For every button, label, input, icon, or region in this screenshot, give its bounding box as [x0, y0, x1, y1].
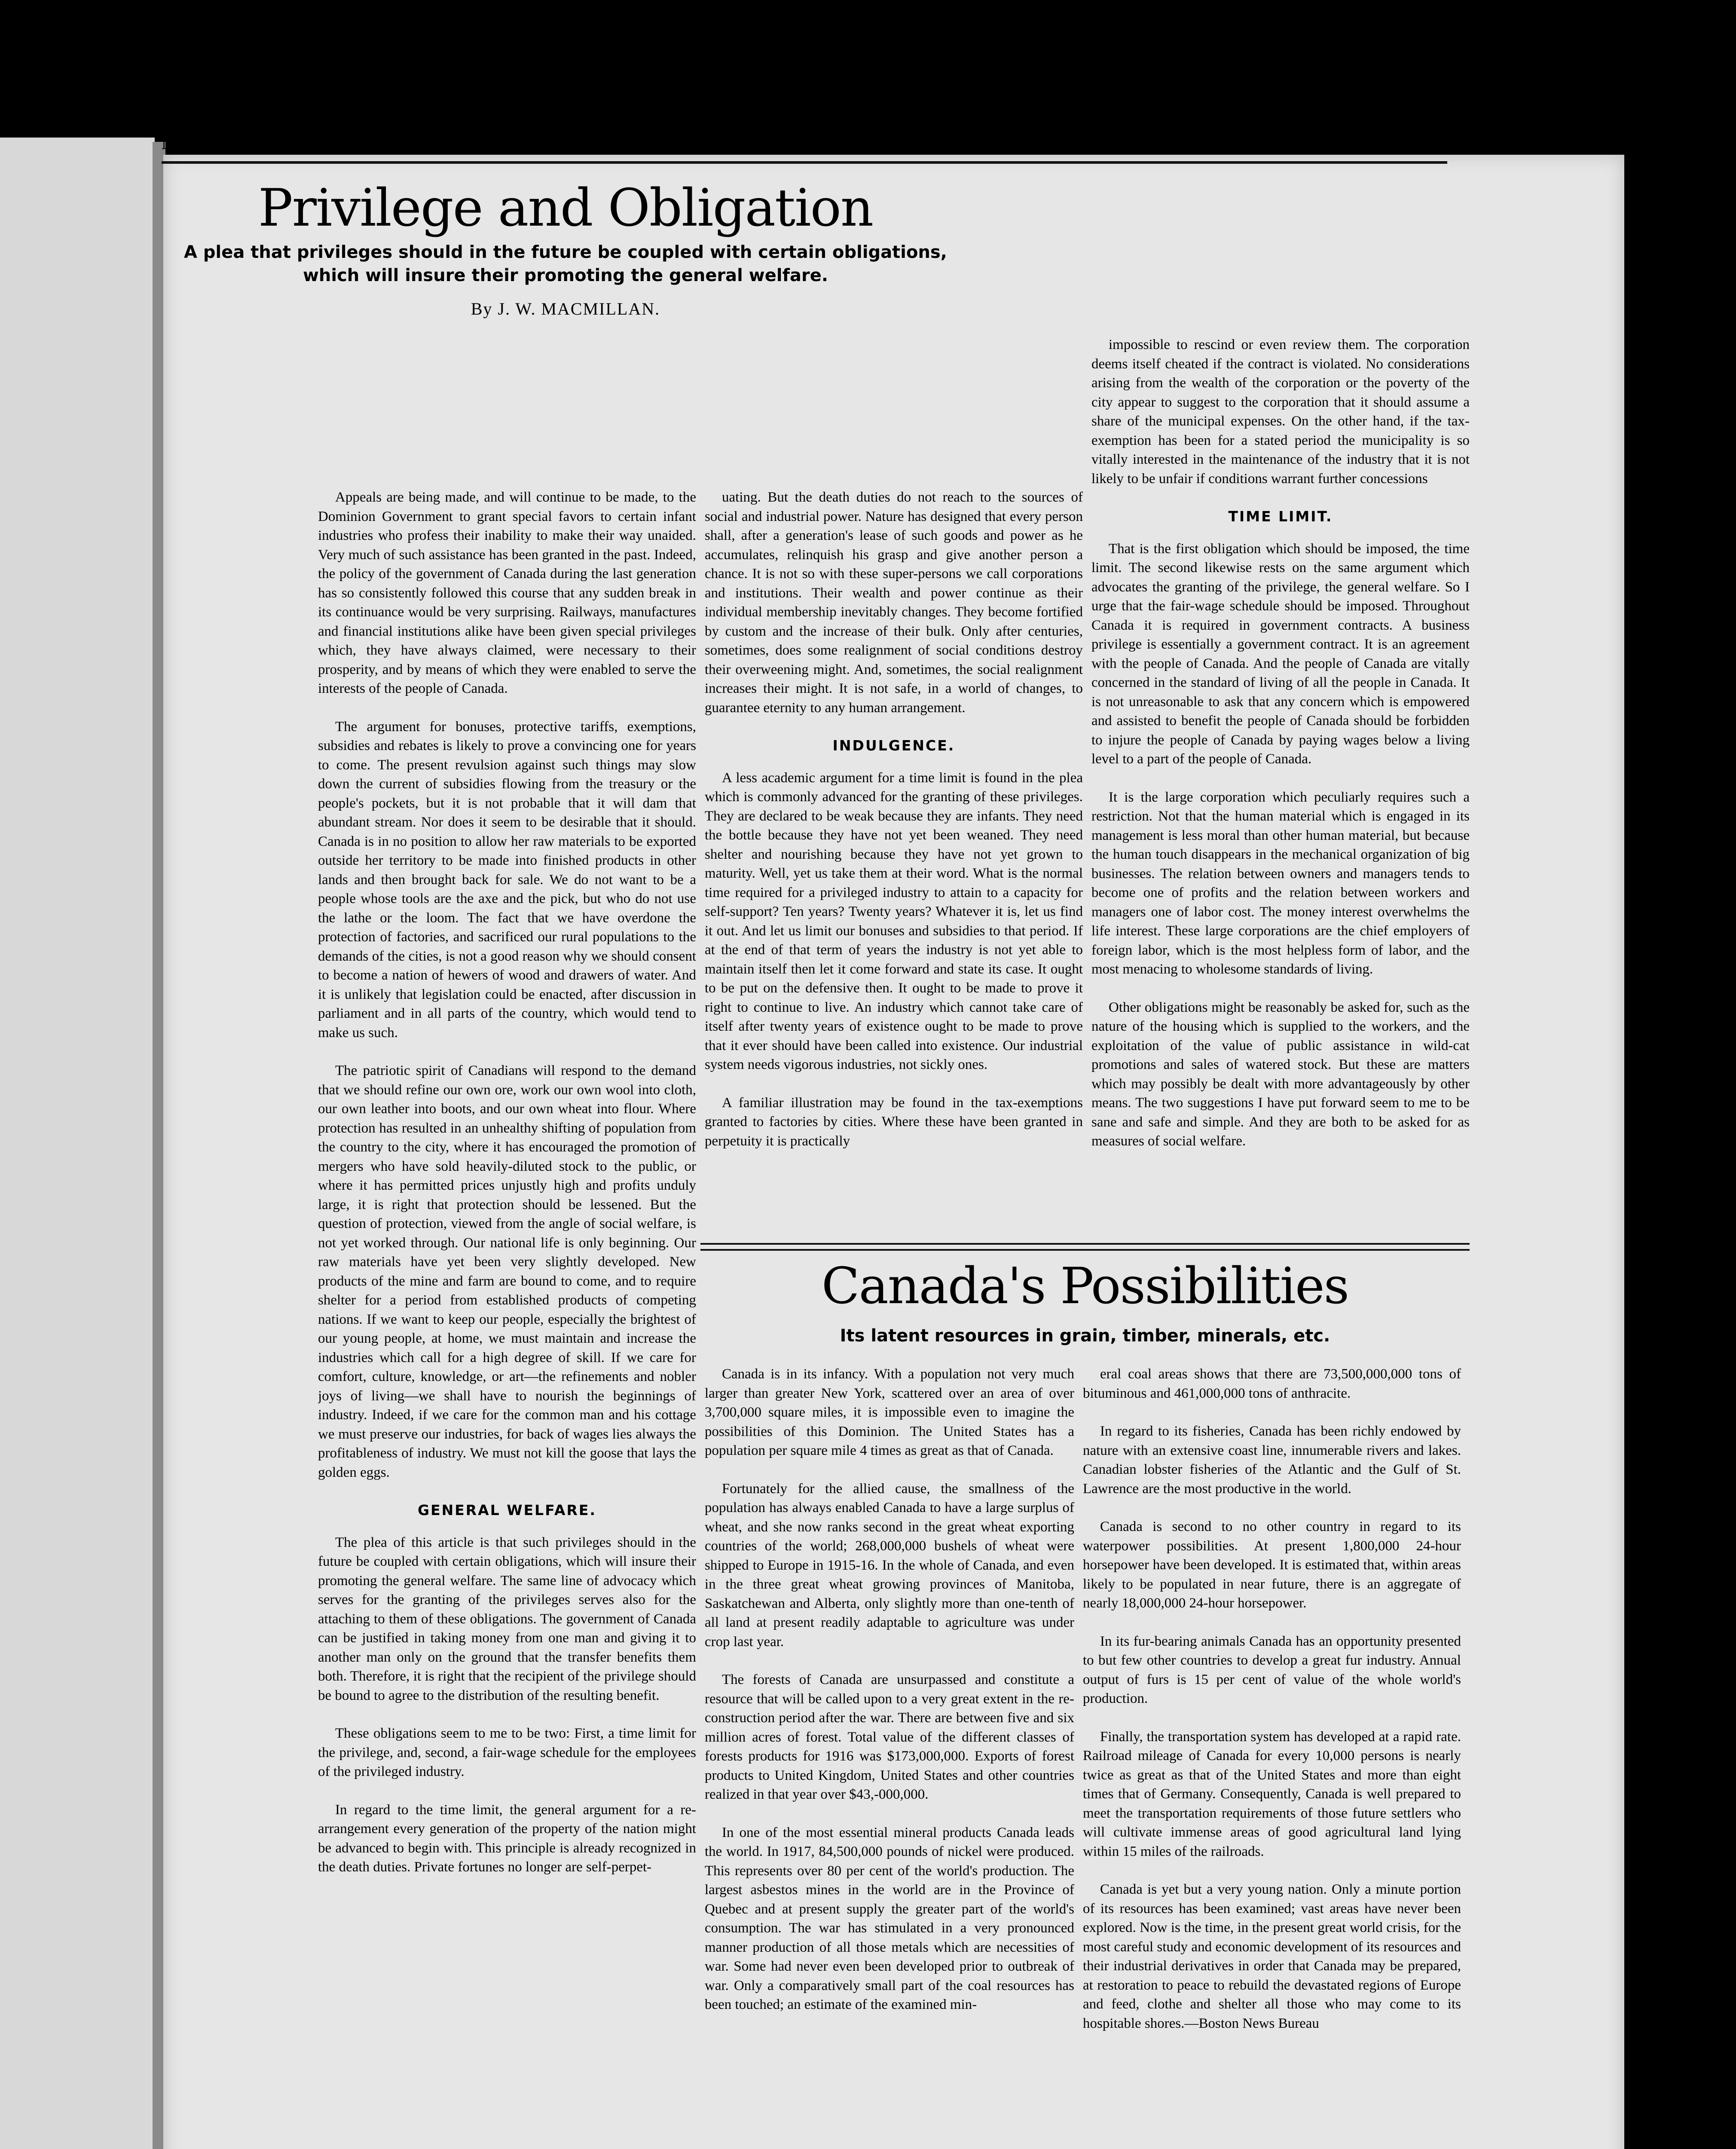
paragraph: In its fur-bearing animals Canada has an opportunity presented to but few other countries to develop a great fur industry. Annual output of furs is 15 per cent of value of the whole world's production.: [1083, 1633, 1461, 1706]
paragraph: uating. But the death duties do not reach to the sources of social and industrial power. Nature has designed that every person shall, after a generation's lease of such goods and power as he accumulates, relinquish his grasp and give another person a chance. It is not so with these super-persons we call corporations and institutions. Their wealth and power continue as their individual membership inevitably changes. They become fortified by custom and the increase of their bulk. Only after centuries, sometimes, does some realignment of social conditions destroy their overweening might. And, sometimes, the social realignment increases their might. It is not safe, in a world of changes, to guarantee eternity to any human arrangement.: [705, 490, 1083, 716]
paragraph: Appeals are being made, and will continue to be made, to the Dominion Government to grant special favors to certain infant industries who profess their inability to make their way unaided. Very much of such assistance has been granted in the past. Indeed, the policy of the government of Canada during the last generation has so consistently followed this course that any sudden break in its continuance would be very surprising. Railways, manufactures and financial institutions alike have been given special privileges which, they have always claimed, were necessary to their prosperity, and by means of which they were enabled to serve the interests of the people of Canada.: [318, 490, 696, 696]
paragraph: A familiar illustration may be found in the tax-exemptions granted to factories by cities. Where these have been granted in perpetuity it is practically: [705, 1095, 1083, 1149]
paragraph: The patriotic spirit of Canadians will respond to the demand that we should refine our own ore, work our own wool into cloth, our own leather into boots, and our own wheat into flour. Where protection has resulted in an unhealthy shifting of population from the country to the city, where it has encouraged the promotion of mergers who have sold heavily-diluted stock to the public, or where it has permitted prices unjustly high and profits unduly large, it is right that protection should be lessened. But the question of protection, viewed from the angle of social welfare, is not yet worked through. Our national life is only beginning. Our raw materials have yet been very slightly developed. New products of the mine and farm are bound to come, and to require shelter for a period from established products of competing nations. If we want to keep our people, especially the brightest of our young people, at home, we must maintain and increase the industries which call for a high degree of skill. If we care for comfort, culture, knowledge, or art—the refinements and nobler joys of living—we shall have to nourish the beginnings of industry. Indeed, if we care for the common man and his cottage we must preserve our industries, for back of wages lies always the profitableness of industry. We must not kill the goose that lays the golden eggs.: [318, 1063, 696, 1480]
section-heading: GENERAL WELFARE.: [417, 1502, 596, 1518]
article-title: Canada's Possibilities: [821, 1257, 1349, 1315]
article-subtitle: A plea that privileges should in the future be coupled with certain obligations, which will insure their promoting the general welfare.: [184, 242, 947, 285]
page-number: 5: [1438, 134, 1447, 153]
left-page-edge: [0, 138, 155, 2149]
paragraph: In one of the most essential mineral products Canada leads the world. In 1917, 84,500,000 pounds of nickel were produced. This represents over 80 per cent of the world's production. The largest asbestos mines in the world are in the Province of Quebec and at present supply the greater part of the world's consumption. The war has stimulated in a very pronounced manner production of all those metals which are necessities of war. Some had never even been developed prior to outbreak of war. Only a comparatively small part of the coal resources has been touched; an estimate of the examined min-: [705, 1825, 1074, 2012]
article1-column-3: [1091, 335, 1470, 1218]
article1-column-2: [705, 488, 1083, 1218]
paragraph: In regard to its fisheries, Canada has been richly endowed by nature with an extensive coast line, innumerable rivers and lakes. Canadian lobster fisheries of the Atlantic and the Gulf of St. Lawrence are the most productive in the world.: [1083, 1423, 1461, 1497]
paragraph: The argument for bonuses, protective tariffs, exemptions, subsidies and rebates is likely to prove a convincing one for years to come. The present revulsion against such things may slow down the current of subsidies flowing from the treasury or the people's pockets, but it is not probable that it will dam that abundant stream. Nor does it seem to be desirable that it should. Canada is in no position to allow her raw materials to be exported outside her territory to be made into finished products in other lands and then brought back for sale. We do not want to be a people whose tools are the axe and the pick, but who do not use the lathe or the loom. The fact that we have overdone the protection of factories, and sacrificed our rural populations to the demands of the cities, is not a good reason why we should consent to become a nation of hewers of wood and drawers of water. And it is unlikely that legislation could be enacted, after discussion in parliament and in all parts of the country, which would tend to make us such.: [318, 719, 696, 1041]
paragraph: Fortunately for the allied cause, the smallness of the population has always enabled Canada to have a large surplus of wheat, and she now ranks second in the great wheat exporting countries of the world; 268,000,000 bushels of wheat were shipped to Europe in 1915-16. In the whole of Canada, and even in the three great wheat growing provinces of Manitoba, Saskatchewan and Alberta, only slightly more than one-tenth of all land at present readily adaptable to agriculture was under crop last year.: [705, 1481, 1074, 1650]
paragraph: Finally, the transportation system has developed at a rapid rate. Railroad mileage of Canada for every 10,000 persons is nearly twice as great as that of the United States and more than eight times that of Germany. Consequently, Canada is well prepared to meet the transportation requirements of those future settlers who will cultivate immense areas of good agricultural land lying within 15 miles of the railroads.: [1083, 1729, 1461, 1859]
paragraph: The plea of this article is that such privileges should in the future be coupled with certain obligations, which will insure their promoting the general welfare. The same line of advocacy which serves for the granting of the privileges serves also for the attaching to them of these obligations. The government of Canada can be justified in taking money from one man and giving it to another man only on the ground that the transfer benefits them both. Therefore, it is right that the recipient of the privilege should be bound to agree to the distribution of the resulting benefit.: [318, 1534, 696, 1703]
paragraph: eral coal areas shows that there are 73,500,000,000 tons of bituminous and 461,000,000 tons of anthracite.: [1083, 1366, 1461, 1401]
paragraph: Other obligations might be reasonably be asked for, such as the nature of the housing which is supplied to the workers, and the exploitation of the value of public assistance in wild-cat promotions and sales of watered stock. But these are matters which may possibly be dealt with more advantageously by other means. The two suggestions I have put forward seem to me to be sane and safe and simple. And they are both to be asked for as measures of social welfare.: [1091, 999, 1470, 1149]
paragraph: That is the first obligation which should be imposed, the time limit. The second likewise rests on the same argument which advocates the granting of the privilege, the general welfare. So I urge that the fair-wage schedule should be imposed. Throughout Canada it is required in government contracts. A business privilege is essentially a government contract. It is an agreement with the people of Canada. And the people of Canada are vitally concerned in the standard of living of all the people in Canada. It is not unreasonable to ask that any concern which is empowered and assisted to benefit the people of Canada should be forbidden to injure the people of Canada by paying wages below a living level to a part of the people of Canada.: [1091, 541, 1470, 767]
page-header: [162, 129, 1447, 163]
paragraph: It is the large corporation which peculiarly requires such a restriction. Not that the human material which is engaged in its management is less moral than other human material, but because the human touch disappears in the mechanical organization of big businesses. The relation between owners and managers tends to become one of profits and the relation between workers and managers one of labor cost. The money interest overwhelms the life interest. These large corporations are the chief employers of foreign labor, which is the most helpless form of labor, and the most menacing to wholesome standards of living.: [1091, 789, 1470, 977]
paragraph: The forests of Canada are unsurpassed and constitute a resource that will be called upon to a very great extent in the re-construction period after the war. There are between five and six million acres of forest. Total value of the different classes of forests products for 1916 was $173,000,000. Exports of forest products to United Kingdom, United States and other countries realized in that year over $43,-000,000.: [705, 1672, 1074, 1802]
article-byline: By J. W. MACMILLAN.: [471, 299, 660, 318]
section-heading: INDULGENCE.: [832, 737, 955, 754]
paragraph: These obligations seem to me to be two: First, a time limit for the privilege, and, second, a fair-wage schedule for the employees of the privileged industry.: [318, 1726, 696, 1779]
paragraph: impossible to rescind or even review them. The corporation deems itself cheated if the contract is violated. No considerations arising from the wealth of the corporation or the poverty of the city appear to suggest to the corporation that it should assume a share of the municipal expenses. On the other hand, if the tax-exemption has been for a stated period the municipality is so vitally interested in the maintenance of the industry that it is not likely to be unfair if conditions warrant further concessions: [1091, 337, 1470, 487]
paragraph: In regard to the time limit, the general argument for a re-arrangement every generation of the property of the nation might be advanced to begin with. This principle is already recognized in the death duties. Private fortunes no longer are self-perpet-: [318, 1802, 696, 1875]
paragraph: Canada is in its infancy. With a population not very much larger than greater New York, scattered over an area of over 3,700,000 square miles, it is impossible even to imagine the possibilities of this Dominion. The United States has a population per square mile 4 times as great as that of Canada.: [705, 1366, 1074, 1458]
article2-column-1: [705, 1365, 1074, 2069]
section-divider: [700, 1243, 1470, 1251]
header-rule: [162, 161, 1447, 164]
article-subtitle: Its latent resources in grain, timber, minerals, etc.: [840, 1326, 1330, 1346]
paragraph: Canada is second to no other country in regard to its waterpower possibilities. At present 1,800,000 24-hour horsepower have been developed. It is estimated that, within areas likely to be populated in near future, there is an aggregate of nearly 18,000,000 24-hour horsepower.: [1083, 1519, 1461, 1611]
header-date: May 14, 1918: [162, 134, 265, 153]
paragraph: A less academic argument for a time limit is found in the plea which is commonly advanced for the granting of these privileges. They are declared to be weak because they are infants. They need the bottle because they have not yet been weaned. They need shelter and nourishing because they have not yet grown to maturity. Well, yet us take them at their word. What is the normal time required for a privileged industry to attain to a capacity for self-support? Ten years? Twenty years? Whatever it is, let us find it out. And let us limit our bonuses and subsidies to that period. If at the end of that term of years the industry is not yet able to maintain itself then let it come forward and state its case. It ought to be put on the defensive then. It ought to be made to prove it right to continue to live. An industry which cannot take care of itself after twenty years of existence ought to be made to prove that it ever should have been called into existence. Our industrial system needs vigorous industries, not sickly ones.: [705, 770, 1083, 1072]
article1-column-1: [318, 488, 696, 2069]
section-heading: TIME LIMIT.: [1228, 508, 1333, 525]
journal-title: THE JOURNAL OF COMMERCE: [614, 134, 994, 156]
paragraph: Canada is yet but a very young nation. Only a minute portion of its resources has been examined; vast areas have never been explored. Now is the time, in the present great world crisis, for the most careful study and economic development of its resources and their industrial derivatives in order that Canada may be prepared, at restoration to peace to rebuild the devastated regions of Europe and feed, clothe and shelter all those who may come to its hospitable shores.—Boston News Bureau: [1083, 1882, 1461, 2031]
article-title: Privilege and Obligation: [258, 178, 873, 238]
article2-column-2: [1083, 1365, 1461, 2069]
